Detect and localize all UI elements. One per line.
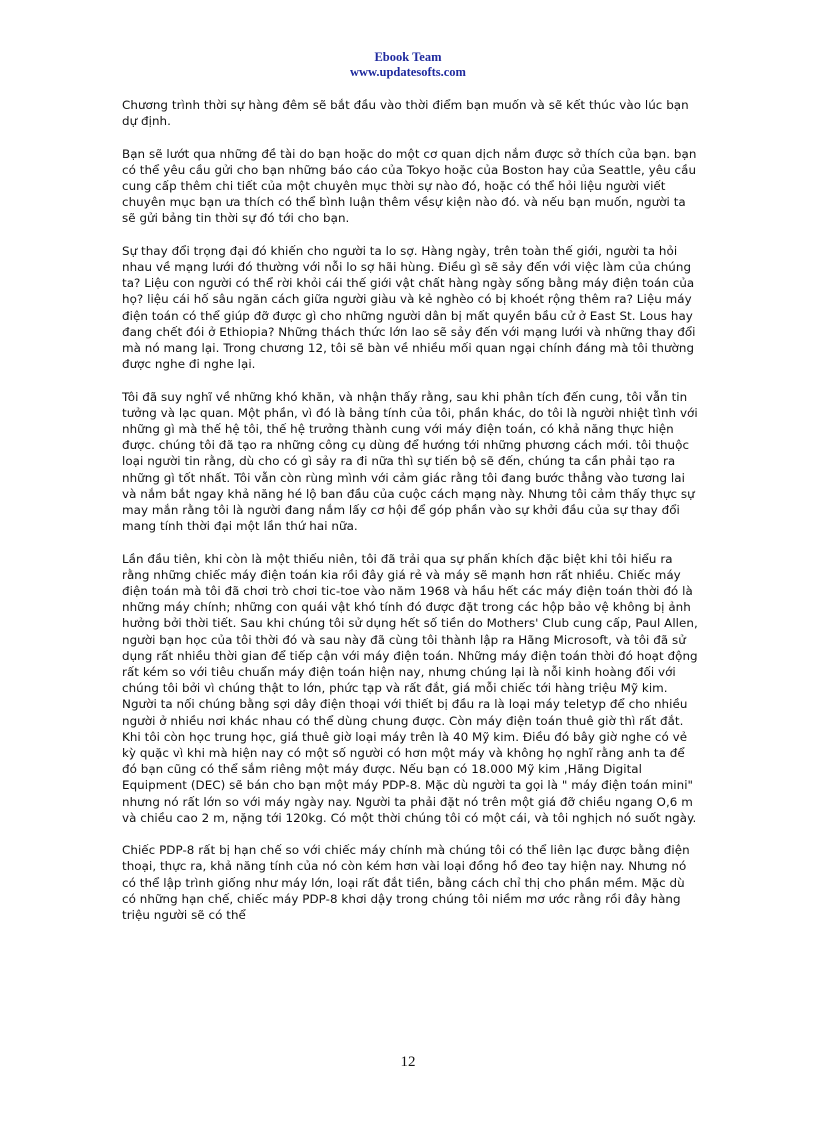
paragraph: Sự thay đổi trọng đại đó khiến cho người ta lo sợ. Hàng ngày, trên toàn thế giới, người ta hỏi nhau về mạng lưới đó thường với nỗi lo sợ hãi hùng. Điều gì sẽ sảy đến với việc làm của chúng ta? Liệu con người có thể rời khỏi cái thế giới vật chất hàng ngày sống bằng máy điện toán của họ? liệu cái hố sâu ngăn cách giữa người giàu và kẻ nghèo có bị khoét rộng thêm ra? Liệu máy điện toán có thể giúp đỡ được gì cho những người dân bị mất quyền bầu cử ở East St. Lous hay đang chết đói ở Ethiopia? Những thách thức lớn lao sẽ sảy đến với mạng lưới và những thay đổi mà nó mang lại. Trong chương 12, tôi sẽ bàn về nhiều mối quan ngại chính đáng mà tôi thường được nghe đi nghe lại. [122,243,696,372]
header-site: www.updatesofts.com [350,65,466,79]
paragraph: Lần đầu tiên, khi còn là một thiếu niên, tôi đã trải qua sự phấn khích đặc biệt khi tôi hiểu ra rằng những chiếc máy điện toán kia rồi đây giá rẻ và máy sẽ mạnh hơn rất nhiều. Chiếc máy điện toán mà tôi đã chơi trò chơi tic-toe vào năm 1968 và hầu hết các máy điện toán thời đó là những máy chính; những con quái vật khó tính đó được đặt trong các hộp bảo vệ không bị ảnh hưởng bởi thời tiết. Sau khi chúng tôi sử dụng hết số tiền do Mothers' Club cung cấp, Paul Allen, người bạn học của tôi thời đó và sau này đã cùng tôi thành lập ra Hãng Microsoft, và tôi đã sử dụng rất nhiều thời gian để tiếp cận với máy điện toán. Những máy điện toán thời đó hoạt động rất kém so với tiêu chuẩn máy điện toán hiện nay, nhưng chúng lại là nỗi kinh hoàng đối với chúng tôi bởi vì chúng thật to lớn, phức tạp và rất đắt, giá mỗi chiếc tới hàng triệu Mỹ kim. Người ta nối chúng bằng sợi dây điện thoại với thiết bị đầu ra là loại máy teletyp để cho nhiều người ở nhiều nơi khác nhau có thể dùng chung được. Còn máy điện toán thuê giờ thì rất đắt. Khi tôi còn học trung học, giá thuê giờ loại máy trên là 40 Mỹ kim. Điều đó bây giờ nghe có vẻ kỳ quặc vì khi mà hiện nay có một số người có hơn một máy và không họ nghĩ rằng anh ta để đó bạn cũng có thể sắm riêng một máy được. Nếu bạn có 18.000 Mỹ kim ,Hãng Digital Equipment (DEC) sẽ bán cho bạn một máy PDP-8. Mặc dù người ta gọi là " máy điện toán mini" nhưng nó rất lớn so với máy ngày nay. Người ta phải đặt nó trên một giá đỡ chiều ngang O,6 m và chiều cao 2 m, nặng tới 120kg. Có một thời chúng tôi có một cái, và tôi nghịch nó suốt ngày. [122,551,698,825]
paragraph: Tôi đã suy nghĩ về những khó khăn, và nhận thấy rằng, sau khi phân tích đến cung, tôi vẫn tin tưởng và lạc quan. Một phần, vì đó là bảng tính của tôi, phần khác, do tôi là người nhiệt tình với những gì mà thế hệ tôi, thế hệ trưởng thành cung với máy điện toán, có khả năng thực hiện được. chúng tôi đã tạo ra những công cụ dùng để hướng tới những phương cách mới. tôi thuộc loại người tin rằng, dù cho có gì sảy ra đi nữa thì sự tiến bộ sẽ đến, chúng ta cần phải tạo ra những gì tốt nhất. Tôi vẫn còn rùng mình với cảm giác rằng tôi đang bước thẳng vào tương lai và nắm bắt ngay khả năng hé lộ ban đầu của cuộc cách mạng này. Nhưng tôi cảm thấy thực sự may mắn rằng tôi là người đang nắm lấy cơ hội để góp phần vào sự khởi đầu của sự thay đổi mang tính thời đại một lần thứ hai nữa. [122,389,698,534]
page-number: 12 [400,1054,416,1070]
paragraph: Chiếc PDP-8 rất bị hạn chế so với chiếc máy chính mà chúng tôi có thể liên lạc được bằng điện thoại, thực ra, khả năng tính của nó còn kém hơn vài loại đồng hồ đeo tay hiện nay. Nhưng nó có thể lập trình giống như máy lớn, loại rất đắt tiền, bằng cách chỉ thị cho phần mềm. Mặc dù có những hạn chế, chiếc máy PDP-8 khơi dậy trong chúng tôi niềm mơ ước rằng rồi đây hàng triệu người sẽ có thể [122,843,690,923]
body-text [122,97,700,939]
paragraph: Bạn sẽ lướt qua những đề tài do bạn hoặc do một cơ quan dịch nắm được sở thích của bạn. bạn có thể yêu cầu gửi cho bạn những báo cáo của Tokyo hoặc của Boston hay của Seattle, yêu cầu cung cấp thêm chi tiết của một chuyên mục thời sự nào đó, hoặc có thể hỏi liệu người viết chuyên mục bạn ưa thích có thể bình luận thêm vềsự kiện nào đó. và nếu bạn muốn, người ta sẽ gửi bảng tin thời sự đó tới cho bạn. [122,146,697,226]
paragraph: Chương trình thời sự hàng đêm sẽ bắt đầu vào thời điểm bạn muốn và sẽ kết thúc vào lúc bạn dự định. [122,98,689,129]
header-team: Ebook Team [374,50,442,64]
page-header [0,50,816,80]
